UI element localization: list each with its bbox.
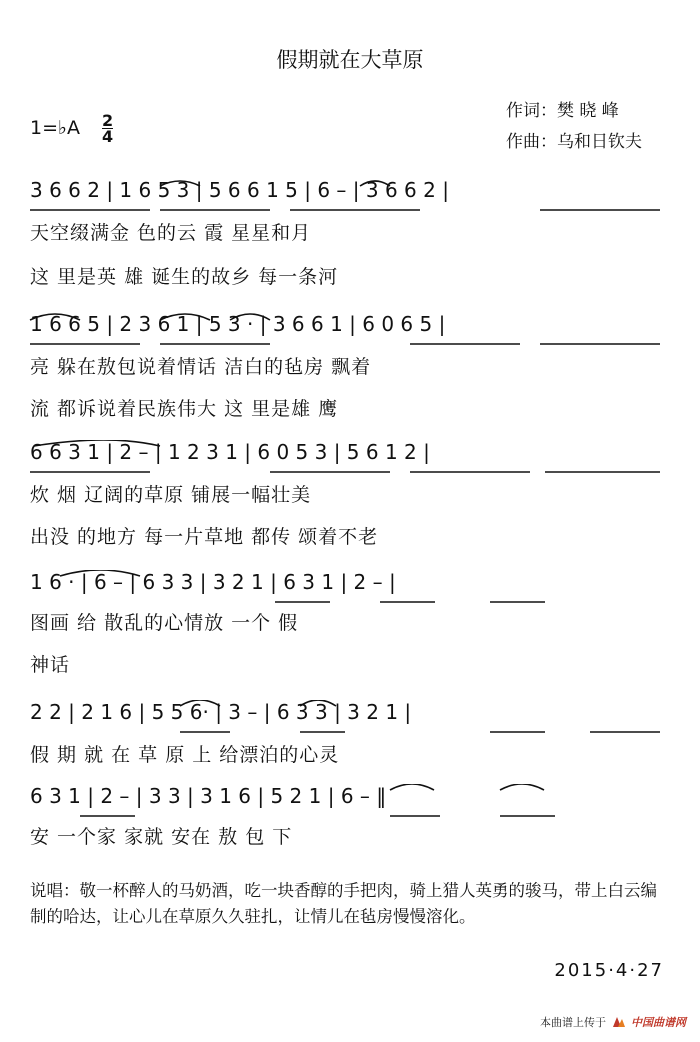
notation-line-6-notes: 6 3 1 | 2 – | 3 3 | 3 1 6 | 5 2 1 | 6 – ‖ [30, 784, 387, 808]
time-denominator: 4 [102, 127, 114, 146]
key-signature: 1=♭A [30, 117, 80, 139]
notation-line-4-notes: 1 6 · | 6 – | 6 3 3 | 3 2 1 | 6 3 1 | 2 – | [30, 570, 396, 594]
song-title: 假期就在大草原 [276, 48, 424, 72]
notation-line-1 [0, 178, 700, 218]
lyric-line-5a: 假 期 就 在 草 原 上 给漂泊的心灵 [30, 744, 340, 766]
footer-link[interactable]: 中国曲谱网 [631, 1016, 686, 1029]
notation-line-4 [0, 570, 700, 610]
composer-credit: 作曲：乌和日钦夫 [506, 132, 642, 152]
lyric-line-2b: 流 都诉说着民族伟大 这 里是雄 鹰 [30, 398, 339, 420]
footer-credit [540, 1014, 686, 1030]
footer-text: 本曲谱上传于 [540, 1016, 606, 1029]
lyric-line-1b: 这 里是英 雄 诞生的故乡 每一条河 [30, 266, 339, 288]
notation-line-5 [0, 700, 700, 740]
time-numerator: 2 [102, 111, 114, 130]
notation-line-1-notes: 3 6 6 2 | 1 6 5 3 | 5 6 6 1 5 | 6 – | 3 6 6 2 | [30, 178, 449, 202]
notation-line-2 [0, 312, 700, 352]
lyric-line-6a: 安 一个家 家就 安在 敖 包 下 [30, 826, 293, 848]
site-logo-icon [612, 1016, 626, 1028]
lyric-line-4a: 图画 给 散乱的心情放 一个 假 [30, 612, 299, 634]
lyric-line-1a: 天空缀满金 色的云 霞 星星和月 [30, 222, 312, 244]
lyric-line-4b: 神话 [30, 654, 71, 676]
date: 2015·4·27 [554, 960, 664, 981]
lyric-line-3a: 炊 烟 辽阔的草原 铺展一幅壮美 [30, 484, 312, 506]
lyricist-credit: 作词：樊 晓 峰 [506, 101, 619, 121]
notation-line-2-notes: 1 6 6 5 | 2 3 6 1 | 5 3 · | 3 6 6 1 | 6 0 6 5 | [30, 312, 446, 336]
narration-text: 说唱：敬一杯醉人的马奶酒，吃一块香醇的手把肉，骑上猎人英勇的骏马，带上白云编制的哈达，让心儿在草原久久驻扎，让情儿在毡房慢慢溶化。 [30, 881, 657, 926]
notation-line-3-notes: 6 6 3 1 | 2 – | 1 2 3 1 | 6 0 5 3 | 5 6 1 2 | [30, 440, 430, 464]
notation-line-5-notes: 2 2 | 2 1 6 | 5 5 6· | 3 – | 6 3 3 | 3 2 1 | [30, 700, 412, 724]
lyric-line-3b: 出没 的地方 每一片草地 都传 颂着不老 [30, 526, 379, 548]
notation-line-6 [0, 784, 700, 824]
notation-line-3 [0, 440, 700, 480]
time-signature [102, 113, 113, 144]
lyric-line-2a: 亮 躲在敖包说着情话 洁白的毡房 飘着 [30, 356, 372, 378]
